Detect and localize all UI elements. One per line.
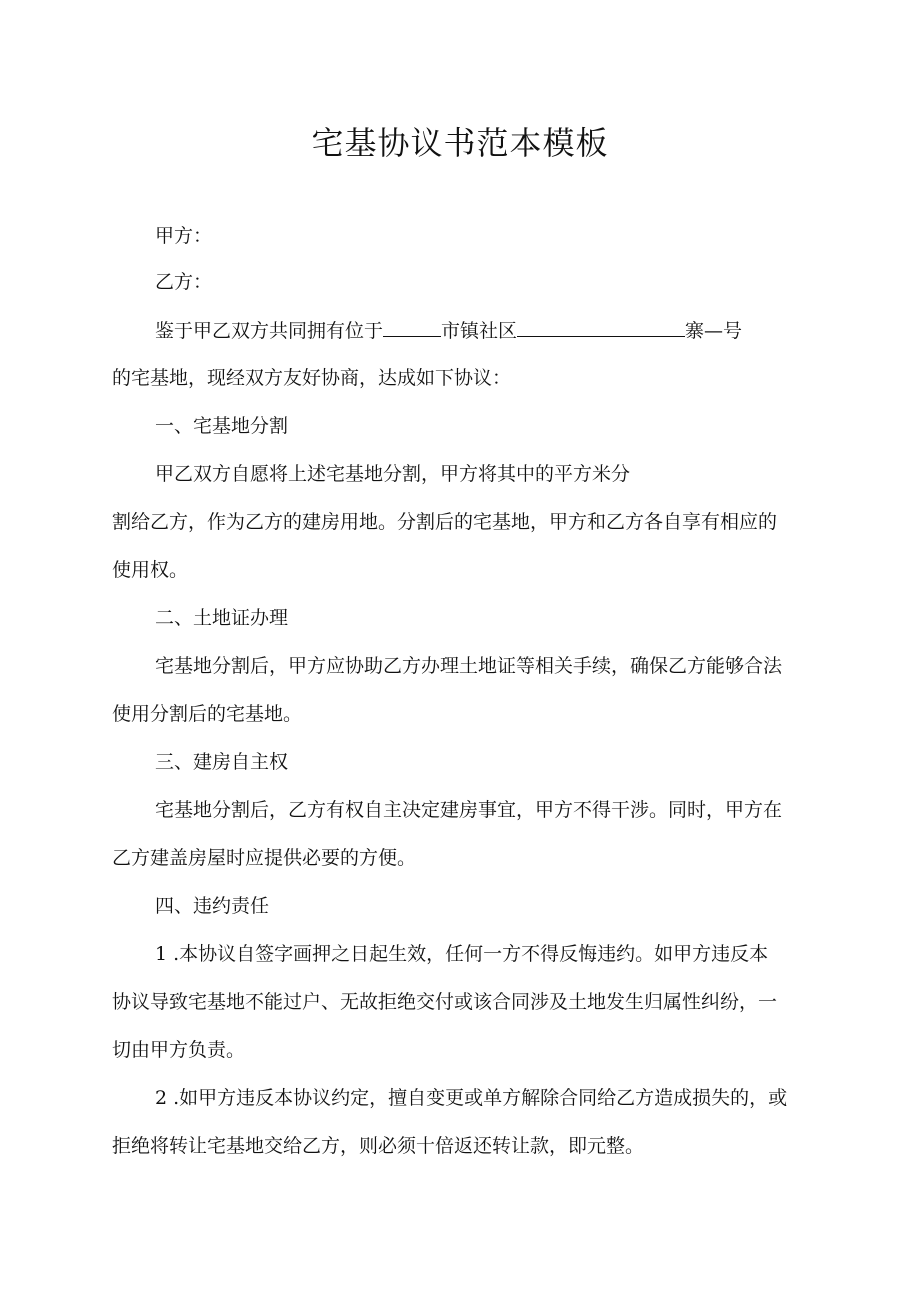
- section1-line-3: 使用权。: [112, 559, 189, 581]
- intro-line-2: 的宅基地，现经双方友好协商，达成如下协议：: [112, 367, 512, 389]
- section4-heading: 四、违约责任: [155, 895, 270, 917]
- section3-line-2: 乙方建盖房屋时应提供必要的方便。: [112, 847, 417, 869]
- clause1-line-3: 切由甲方负责。: [112, 1039, 246, 1061]
- document-title: 宅基协议书范本模板: [311, 124, 609, 162]
- section2-line-1: 宅基地分割后，甲方应协助乙方办理土地证等相关手续，确保乙方能够合法: [155, 655, 783, 677]
- section2-heading: 二、土地证办理: [155, 607, 289, 629]
- party-a-label: 甲方：: [155, 225, 213, 247]
- location-blank-city: [383, 318, 441, 337]
- section1-line-1: 甲乙双方自愿将上述宅基地分割，甲方将其中的平方米分: [155, 463, 631, 485]
- section2-line-2: 使用分割后的宅基地。: [112, 703, 303, 725]
- clause1-line-1: 1 .本协议自签字画押之日起生效，任何一方不得反悔违约。如甲方违反本: [155, 943, 769, 965]
- section3-line-1: 宅基地分割后，乙方有权自主决定建房事宜，甲方不得干涉。同时，甲方在: [155, 799, 783, 821]
- clause2-line-1: 2 .如甲方违反本协议约定，擅自变更或单方解除合同给乙方造成损失的，或: [155, 1087, 788, 1109]
- intro-text-3: 寨—号: [685, 320, 743, 342]
- party-b-label: 乙方：: [155, 271, 213, 293]
- section1-heading: 一、宅基地分割: [155, 415, 289, 437]
- intro-text-1: 鉴于甲乙双方共同拥有位于: [155, 320, 384, 342]
- section1-line-2: 割给乙方，作为乙方的建房用地。分割后的宅基地，甲方和乙方各自享有相应的: [112, 511, 778, 533]
- intro-line-1: [155, 318, 742, 343]
- clause2-line-2: 拒绝将转让宅基地交给乙方，则必须十倍返还转让款，即元整。: [112, 1135, 645, 1157]
- location-blank-village: [517, 318, 685, 337]
- clause1-line-2: 协议导致宅基地不能过户、无故拒绝交付或该合同涉及土地发生归属性纠纷，一: [112, 991, 778, 1013]
- intro-text-2: 市镇社区: [441, 320, 518, 342]
- section3-heading: 三、建房自主权: [155, 751, 289, 773]
